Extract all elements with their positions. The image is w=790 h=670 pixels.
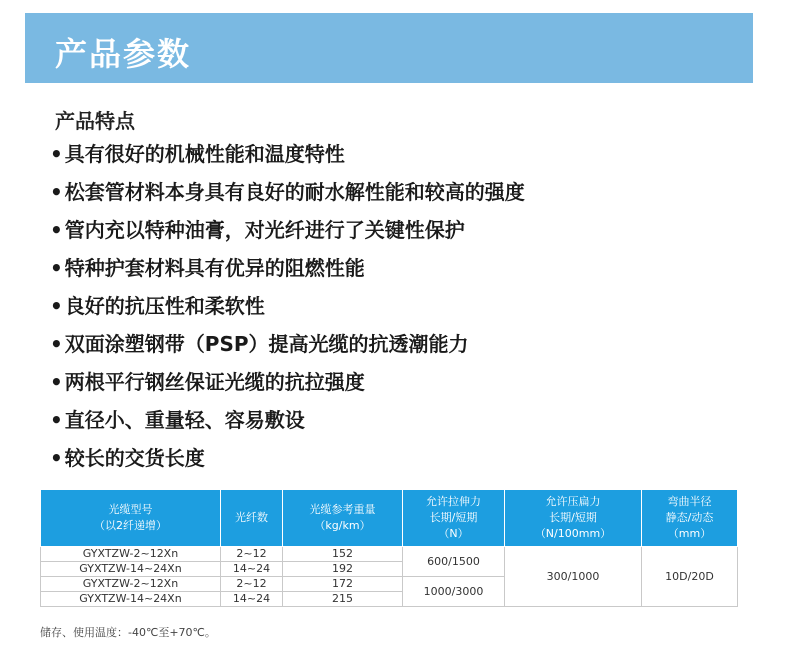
cell-fibers: 2~12: [221, 547, 283, 562]
feature-item: • 具有很好的机械性能和温度特性: [50, 140, 525, 178]
feature-item: • 直径小、重量轻、容易敷设: [50, 406, 525, 444]
header-line: 光缆参考重量: [309, 503, 376, 516]
feature-list: [50, 140, 525, 482]
header-line: （mm）: [667, 527, 712, 540]
header-line: 允许拉伸力: [426, 495, 481, 508]
header-line: 光缆型号: [108, 503, 153, 516]
header-bend: [642, 490, 738, 547]
storage-temperature-note: 储存、使用温度：-40℃至+70℃。: [40, 626, 216, 639]
header-line: 允许压扁力: [545, 495, 601, 508]
header-fibers: [221, 490, 283, 547]
header-line: 弯曲半径: [667, 495, 712, 508]
cell-weight: 172: [283, 577, 403, 592]
cell-bend: 10D/20D: [642, 547, 738, 607]
feature-item: • 良好的抗压性和柔软性: [50, 292, 525, 330]
cell-model: GYXTZW-14~24Xn: [41, 592, 221, 607]
header-line: （以2纤递增）: [94, 519, 167, 532]
cell-tensile: 1000/3000: [403, 577, 505, 607]
header-line: 长期/短期: [549, 511, 597, 524]
cell-crush: 300/1000: [505, 547, 642, 607]
cell-model: GYXTZW-2~12Xn: [41, 547, 221, 562]
header-line: 光纤数: [235, 511, 268, 524]
header-line: （kg/km）: [314, 519, 371, 532]
feature-item: • 松套管材料本身具有良好的耐水解性能和较高的强度: [50, 178, 525, 216]
spec-table: [40, 489, 738, 607]
cell-tensile: 600/1500: [403, 547, 505, 577]
cell-weight: 215: [283, 592, 403, 607]
header-line: 长期/短期: [429, 511, 478, 524]
table-row: [41, 547, 738, 562]
header-tensile: [403, 490, 505, 547]
feature-item: • 特种护套材料具有优异的阻燃性能: [50, 254, 525, 292]
cell-weight: 152: [283, 547, 403, 562]
header-line: （N）: [438, 527, 469, 540]
cell-model: GYXTZW-14~24Xn: [41, 562, 221, 577]
feature-item: • 双面涂塑钢带（PSP）提高光缆的抗透潮能力: [50, 330, 525, 368]
cell-fibers: 2~12: [221, 577, 283, 592]
header-line: （N/100mm）: [534, 527, 612, 540]
cell-fibers: 14~24: [221, 592, 283, 607]
cell-weight: 192: [283, 562, 403, 577]
header-crush: [505, 490, 642, 547]
feature-item: • 两根平行钢丝保证光缆的抗拉强度: [50, 368, 525, 406]
cell-fibers: 14~24: [221, 562, 283, 577]
feature-item: • 管内充以特种油膏，对光纤进行了关键性保护: [50, 216, 525, 254]
features-heading: 产品特点: [55, 109, 135, 133]
table-header-row: [41, 490, 738, 547]
header-line: 静态/动态: [665, 511, 714, 524]
feature-item: • 较长的交货长度: [50, 444, 525, 482]
banner-title: 产品参数: [55, 35, 192, 73]
header-weight: [283, 490, 403, 547]
section-banner: [25, 13, 753, 83]
header-model: [41, 490, 221, 547]
cell-model: GYXTZW-2~12Xn: [41, 577, 221, 592]
